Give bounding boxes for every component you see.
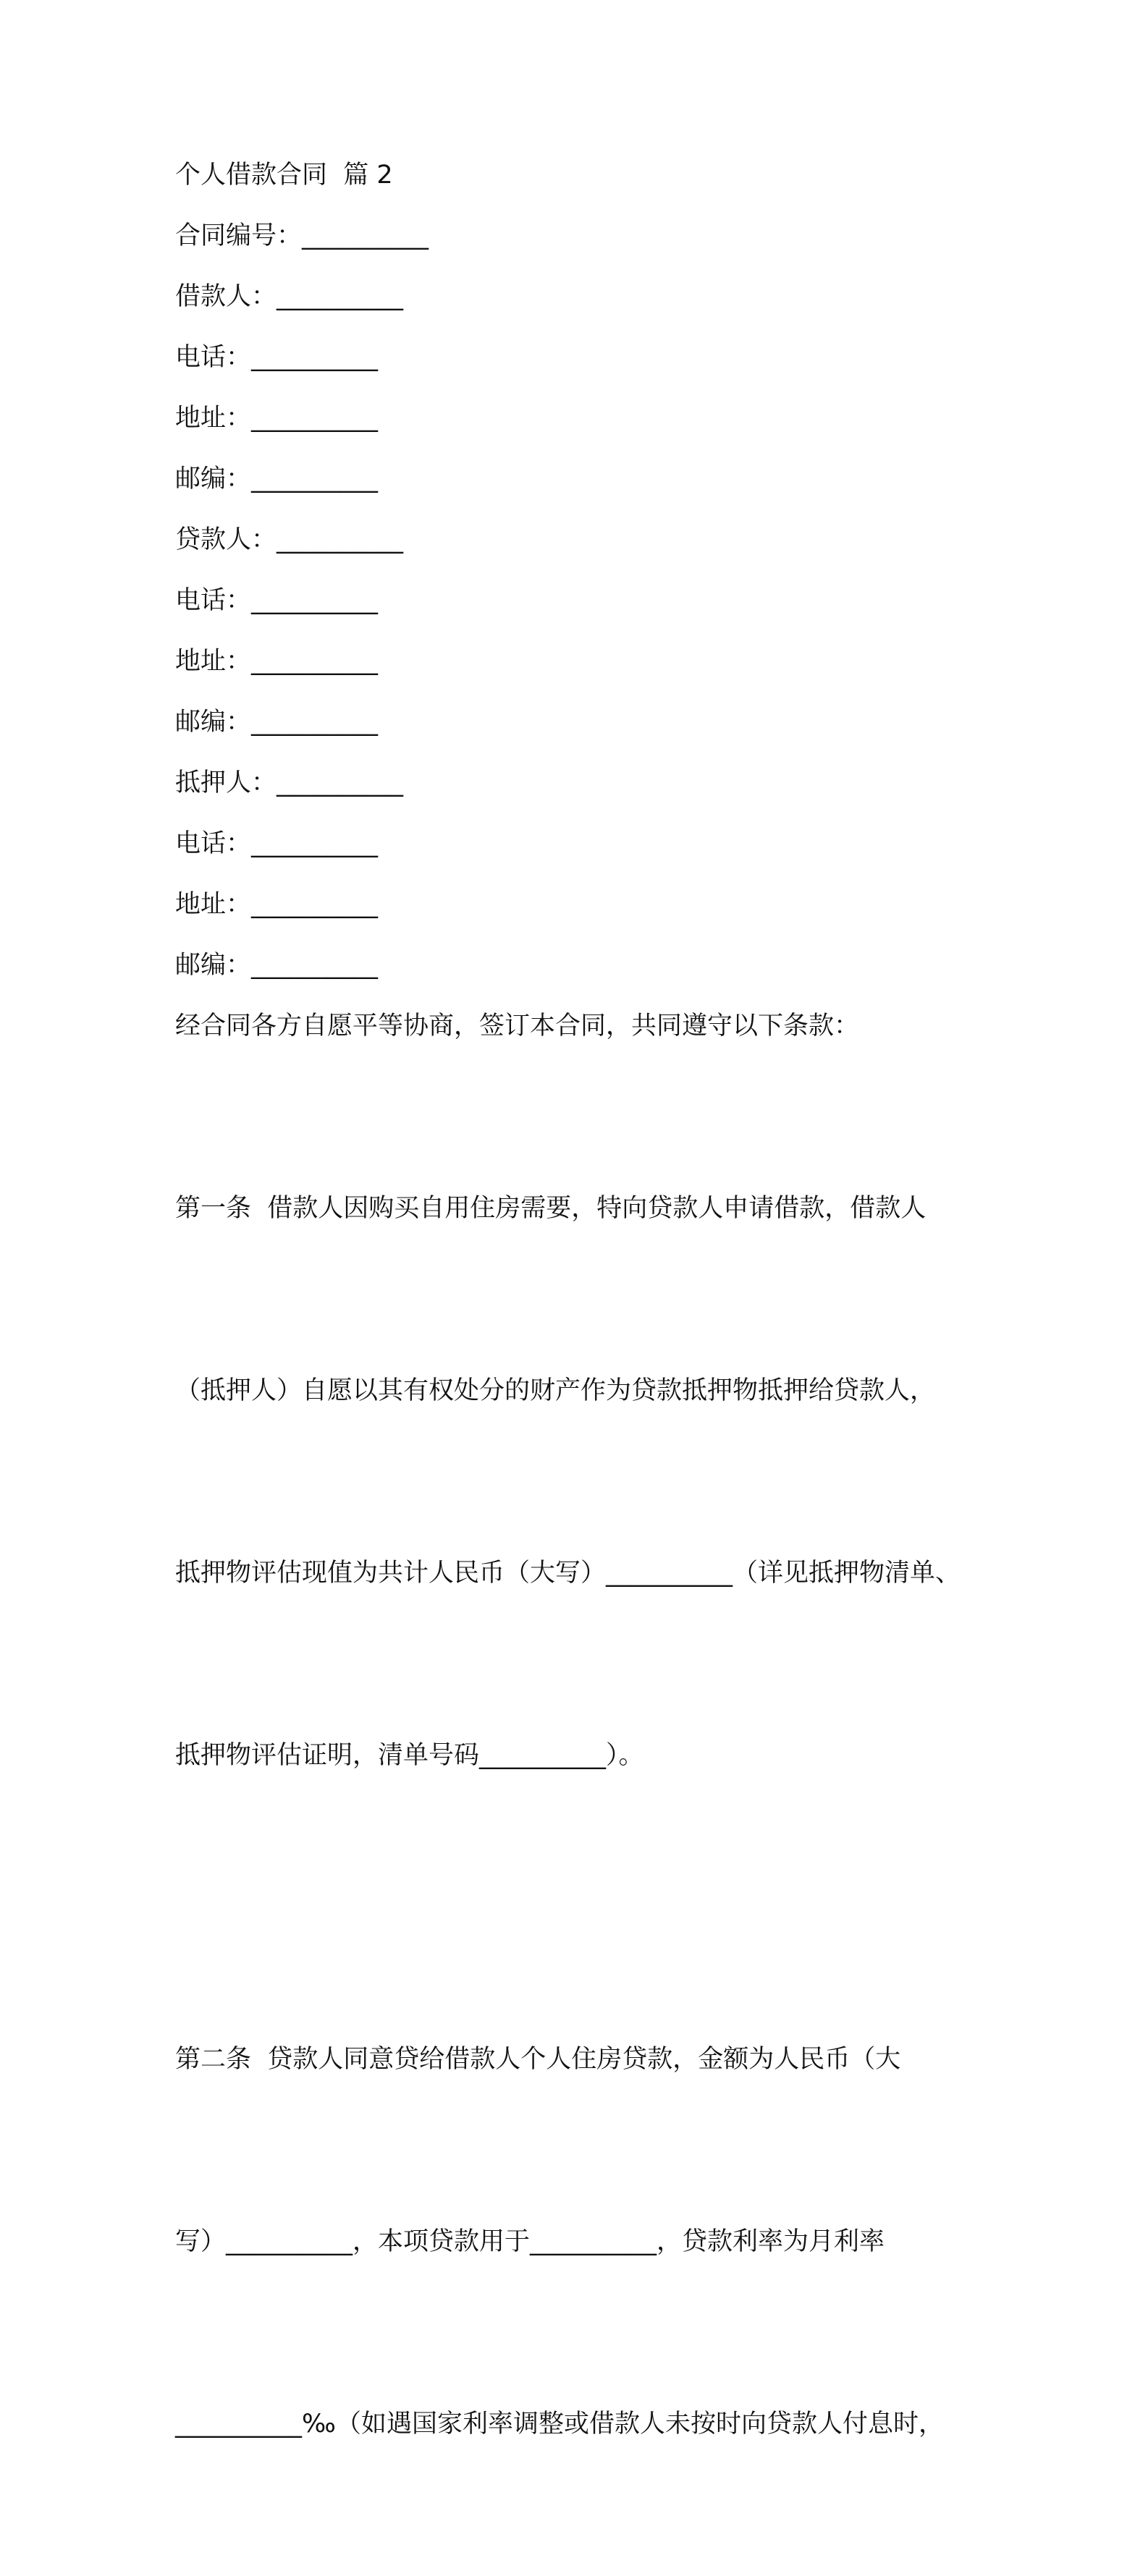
lender-postcode-field: 邮编：__________ [175,708,379,737]
mortgagor-field: 抵押人：__________ [175,768,404,797]
borrower-phone-field: 电话：__________ [175,343,379,372]
mortgagor-address-field: 地址：__________ [175,890,379,919]
article-2 [175,1907,986,2576]
borrower-field: 借款人：__________ [175,282,404,311]
article-1-line: 第一条 借款人因购买自用住房需要，特向贷款人申请借款，借款人 [175,1194,927,1223]
article-1-line: 抵押物评估证明，清单号码__________）。 [175,1741,644,1770]
mortgagor-phone-field: 电话：__________ [175,829,379,858]
document-title: 个人借款合同 篇 2 [175,161,393,190]
intro-paragraph: 经合同各方自愿平等协商，签订本合同，共同遵守以下条款： [175,1012,860,1041]
article-1-line: （抵押人）自愿以其有权处分的财产作为贷款抵押物抵押给贷款人， [175,1376,936,1405]
mortgagor-postcode-field: 邮编：__________ [175,951,379,980]
article-2-line: __________‰（如遇国家利率调整或借款人未按时向贷款人付息时， [175,2410,944,2439]
lender-address-field: 地址：__________ [175,647,379,676]
borrower-address-field: 地址：__________ [175,404,379,433]
article-2-line: 第二条 贷款人同意贷给借款人个人住房贷款，金额为人民币（大 [175,2045,901,2074]
article-1-line: 抵押物评估现值为共计人民币（大写）__________（详见抵押物清单、 [175,1559,961,1588]
document-page [175,145,986,2576]
lender-field: 贷款人：__________ [175,525,404,554]
contract-number-field: 合同编号：__________ [175,221,429,250]
article-1 [175,1056,986,1907]
borrower-postcode-field: 邮编：__________ [175,465,379,493]
article-2-line: 写）__________，本项贷款用于__________，贷款利率为月利率 [175,2227,885,2256]
lender-phone-field: 电话：__________ [175,586,379,615]
